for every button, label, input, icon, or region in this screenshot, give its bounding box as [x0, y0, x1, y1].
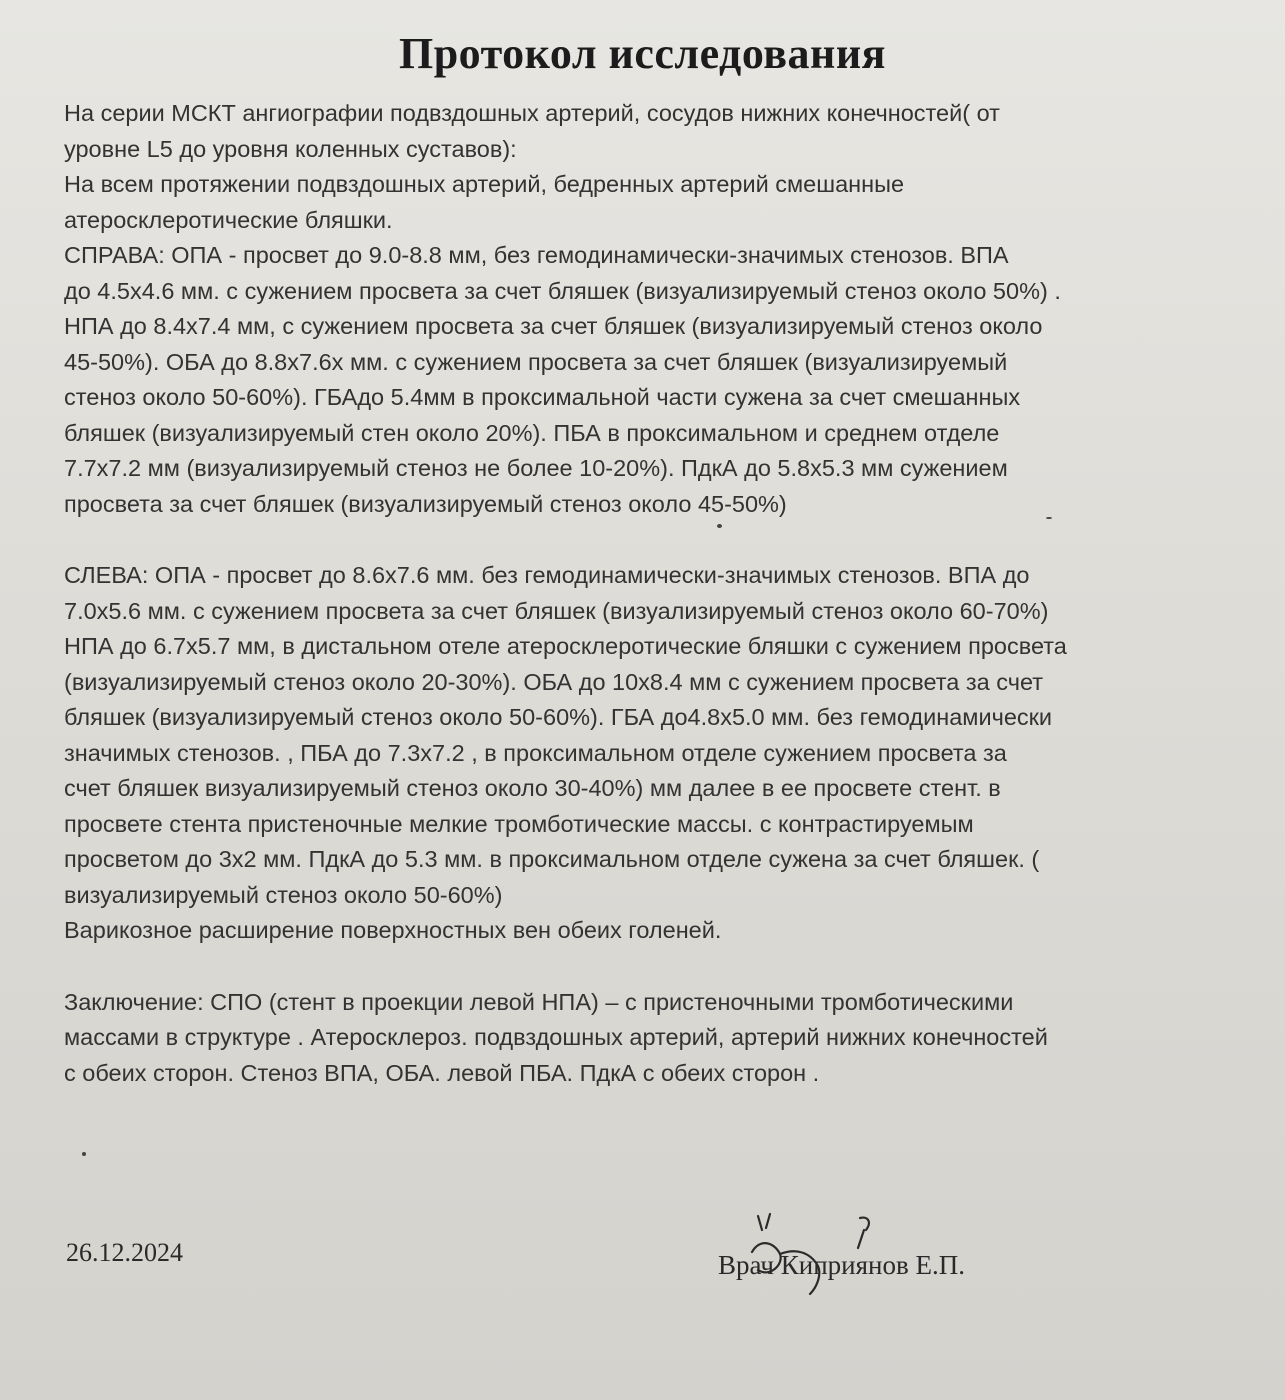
right-side-findings [64, 238, 1269, 522]
text-line: массами в структуре . Атеросклероз. подвздошных артерий, артерий нижних конечностей [64, 1024, 1048, 1050]
text-line: 7.7х7.2 мм (визуализируемый стеноз не более 10-20%). ПдкА до 5.8х5.3 мм сужением [64, 455, 1008, 481]
section-gap [64, 949, 1269, 985]
text-line: НПА до 8.4х7.4 мм, с сужением просвета за счет бляшек (визуализируемый стеноз около [64, 313, 1043, 339]
text-line: бляшек (визуализируемый стеноз около 50-60%). ГБА до4.8х5.0 мм. без гемодинамически [64, 704, 1053, 730]
paper-speck [1046, 517, 1052, 519]
text-line: значимых стенозов. , ПБА до 7.3х7.2 , в проксимальном отделе сужением просвета за [64, 739, 1007, 766]
paper-speck [82, 1152, 86, 1156]
document-date: 26.12.2024 [66, 1238, 183, 1267]
text-line: Варикозное расширение поверхностных вен обеих голеней. [64, 917, 722, 943]
text-line: 7.0х5.6 мм. с сужением просвета за счет бляшек (визуализируемый стеноз около 60-70%) [64, 597, 1049, 624]
text-line: визуализируемый стеноз около 50-60%) [64, 881, 503, 908]
text-line: с обеих сторон. Стеноз ВПА, ОБА. левой ПБА. ПдкА с обеих сторон . [64, 1059, 820, 1086]
text-line: бляшек (визуализируемый стен около 20%). ПБА в проксимальном и среднем отделе [64, 419, 1000, 446]
intro-block [64, 96, 1269, 238]
text-line: просветом до 3х2 мм. ПдкА до 5.3 мм. в проксимальном отделе сужена за счет бляшек. ( [64, 846, 1040, 872]
document-body [64, 96, 1269, 1091]
text-line: стеноз около 50-60%). ГБАдо 5.4мм в проксимальной части сужена за счет смешанных [64, 384, 1021, 410]
text-line: НПА до 6.7х5.7 мм, в дистальном отеле атеросклеротические бляшки с сужением просвета [64, 633, 1067, 659]
document-title: Протокол исследования [398, 29, 886, 78]
text-line: просвета за счет бляшек (визуализируемый стеноз около 45-50%) [64, 490, 787, 517]
text-line: уровне L5 до уровня коленных суставов): [64, 135, 517, 162]
text-line: 45-50%). ОБА до 8.8х7.6х мм. с сужением просвета за счет бляшек (визуализируемый [64, 348, 1008, 375]
text-line: атеросклеротические бляшки. [64, 206, 393, 233]
doctor-signature-line: Врач Киприянов Е.П. [718, 1250, 965, 1280]
left-side-findings [64, 558, 1269, 949]
text-line: счет бляшек визуализируемый стеноз около 30-40%) мм далее в ее просвете стент. в [64, 775, 1001, 801]
conclusion-block [64, 985, 1269, 1092]
paper-speck [717, 524, 722, 528]
text-line: до 4.5х4.6 мм. с сужением просвета за счет бляшек (визуализируемый стеноз около 50%) . [64, 277, 1061, 304]
text-line: На серии МСКТ ангиографии подвздошных артерий, сосудов нижних конечностей( от [64, 100, 1000, 126]
text-line: СПРАВА: ОПА - просвет до 9.0-8.8 мм, без гемодинамически-значимых стенозов. ВПА [64, 242, 1009, 268]
text-line: просвете стента пристеночные мелкие тромботические массы. с контрастируемым [64, 810, 974, 837]
text-line: На всем протяжении подвздошных артерий, бедренных артерий смешанные [64, 171, 905, 197]
text-line: (визуализируемый стеноз около 20-30%). ОБА до 10х8.4 мм с сужением просвета за счет [64, 668, 1044, 695]
text-line: Заключение: СПО (стент в проекции левой НПА) – с пристеночными тромботическими [64, 988, 1014, 1015]
section-gap [64, 522, 1269, 558]
text-line: СЛЕВА: ОПА - просвет до 8.6х7.6 мм. без гемодинамически-значимых стенозов. ВПА до [64, 562, 1030, 588]
